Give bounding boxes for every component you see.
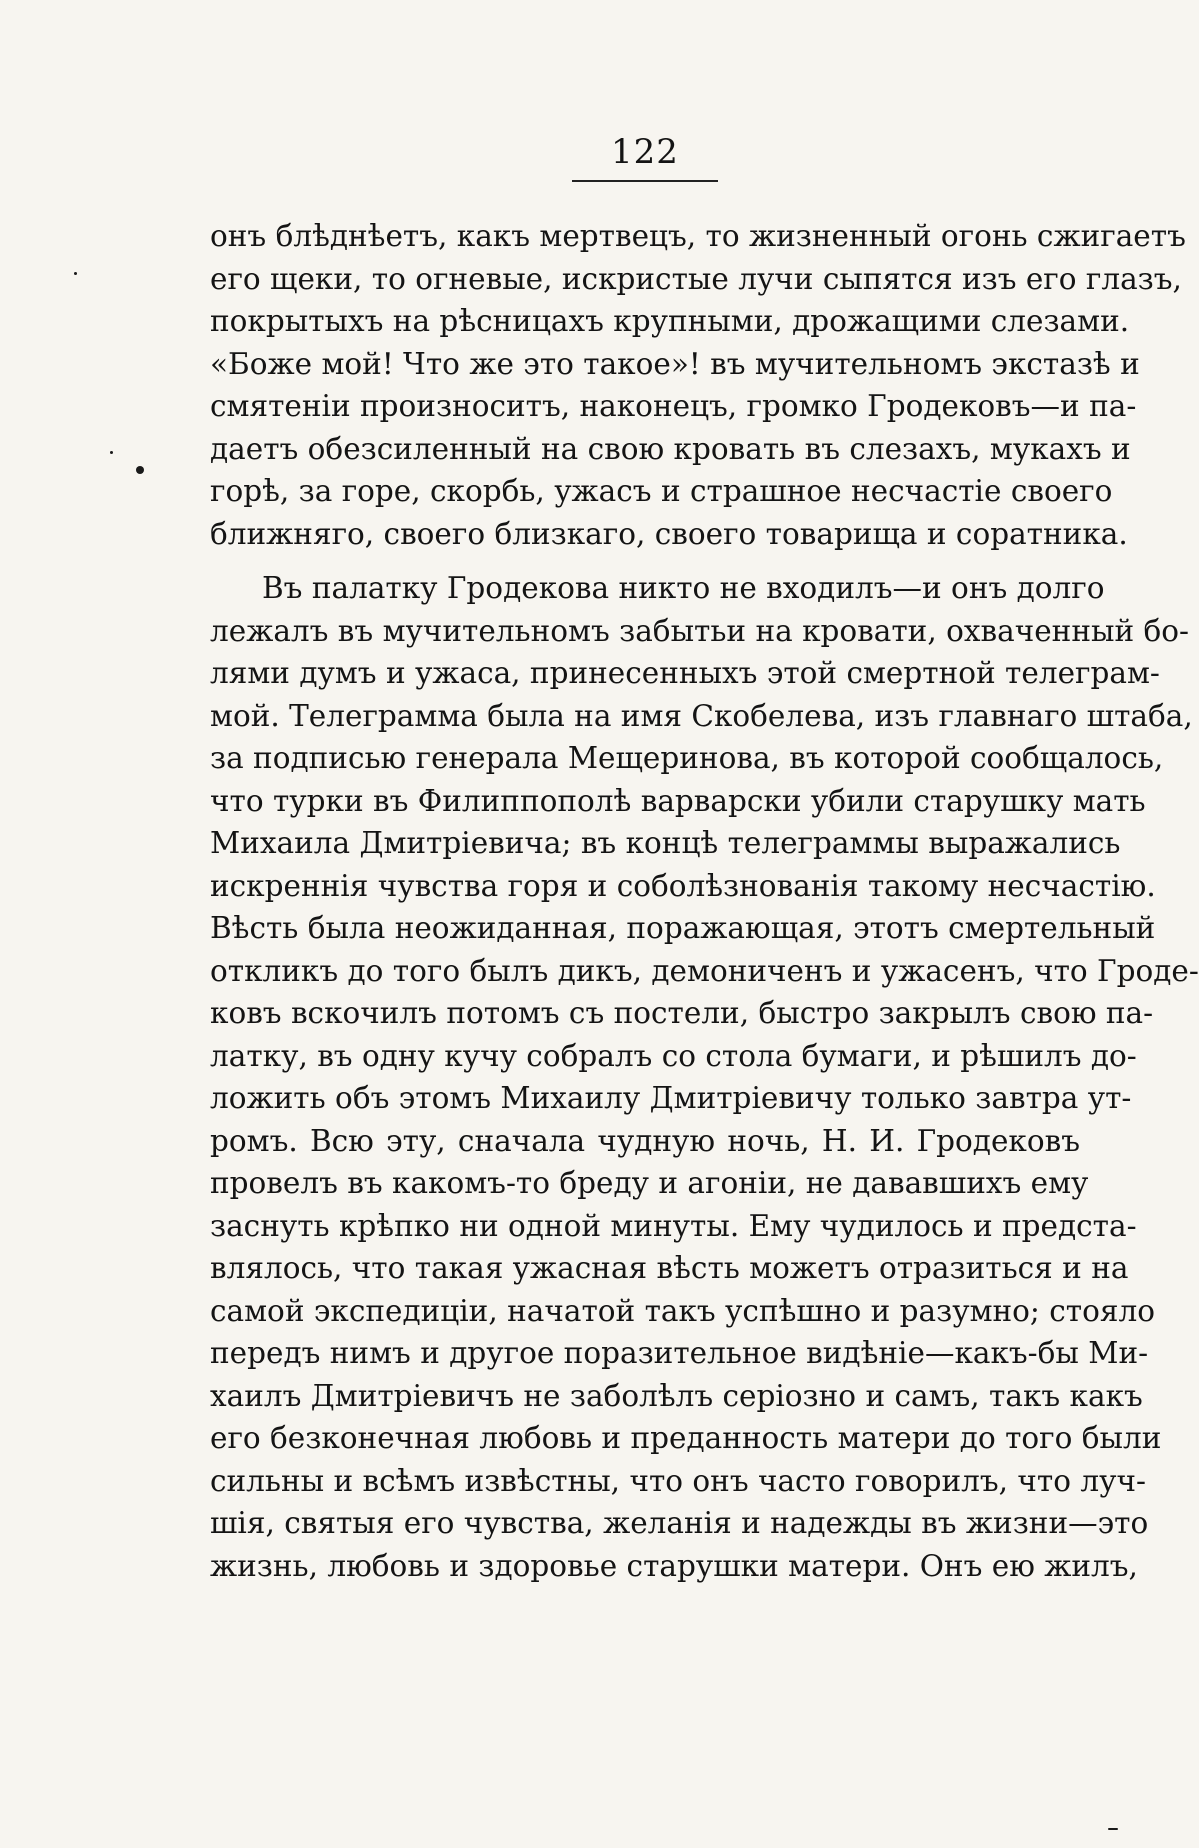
text-line: передъ нимъ и другое поразительное видѣніе—какъ-бы Ми-: [210, 1336, 1149, 1370]
text-line: лями думъ и ужаса, принесенныхъ этой смертной телеграм-: [210, 656, 1160, 690]
margin-speck: [74, 272, 77, 275]
text-line: откликъ до того былъ дикъ, демониченъ и ужасенъ, что Гроде-: [210, 953, 1199, 988]
paragraph-1: [210, 215, 1186, 555]
text-line: Въ палатку Гродекова никто не входилъ—и онъ долго: [262, 571, 1105, 605]
text-line: жизнь, любовь и здоровье старушки матери. Онъ ею жилъ,: [210, 1548, 1138, 1583]
text-line: его безконечная любовь и преданность матери до того были: [210, 1421, 1162, 1455]
text-line: латку, въ одну кучу собралъ со стола бумаги, и рѣшилъ до-: [210, 1038, 1137, 1073]
margin-speck: [136, 466, 144, 474]
header-rule: [572, 180, 718, 182]
paragraph-gap: [210, 555, 1080, 567]
text-line: онъ блѣднѣетъ, какъ мертвецъ, то жизненный огонь сжигаетъ: [210, 219, 1186, 253]
text-line: «Боже мой! Что же это такое»! въ мучительномъ экстазѣ и: [210, 346, 1140, 381]
page-number: 122: [611, 132, 679, 172]
text-line: влялось, что такая ужасная вѣсть можетъ отразиться и на: [210, 1251, 1129, 1285]
text-line: Вѣсть была неожиданная, поражающая, этотъ смертельный: [210, 911, 1156, 945]
text-line: ромъ. Всю эту, сначала чудную ночь, Н. И. Гродековъ: [210, 1123, 1080, 1158]
text-line: за подписью генерала Мещеринова, въ которой сообщалось,: [210, 741, 1164, 775]
text-line: самой экспедиціи, начатой такъ успѣшно и разумно; стояло: [210, 1293, 1155, 1328]
text-line: покрытыхъ на рѣсницахъ крупными, дрожащими слезами.: [210, 304, 1130, 338]
text-line: что турки въ Филиппополѣ варварски убили старушку мать: [210, 783, 1146, 818]
text-line: шія, святыя его чувства, желанія и надежды въ жизни—это: [210, 1506, 1149, 1540]
text-line: смятеніи произноситъ, наконецъ, громко Гродековъ—и па-: [210, 389, 1137, 423]
paragraph-2: [210, 567, 1199, 1587]
text-line: его щеки, то огневые, искристые лучи сыпятся изъ его глазъ,: [210, 261, 1182, 296]
text-line: сильны и всѣмъ извѣстны, что онъ часто говорилъ, что луч-: [210, 1463, 1146, 1498]
text-line: хаилъ Дмитріевичъ не заболѣлъ серіозно и самъ, такъ какъ: [210, 1378, 1143, 1413]
text-block: [210, 215, 1199, 1587]
text-line: искреннія чувства горя и соболѣзнованія такому несчастію.: [210, 868, 1156, 903]
text-line: ложить объ этомъ Михаилу Дмитріевичу только завтра ут-: [210, 1081, 1132, 1115]
text-line: заснуть крѣпко ни одной минуты. Ему чудилось и предста-: [210, 1208, 1137, 1243]
margin-speck: [1108, 1828, 1118, 1830]
text-line: лежалъ въ мучительномъ забытьи на кровати, охваченный бо-: [210, 613, 1189, 648]
text-line: Михаила Дмитріевича; въ концѣ телеграммы выражались: [210, 826, 1121, 860]
text-line: мой. Телеграмма была на имя Скобелева, изъ главнаго штаба,: [210, 698, 1193, 733]
text-line: ближняго, своего близкаго, своего товарища и соратника.: [210, 516, 1128, 551]
text-line: горѣ, за горе, скорбь, ужасъ и страшное несчастіе своего: [210, 474, 1113, 508]
text-line: провелъ въ какомъ-то бреду и агоніи, не дававшихъ ему: [210, 1166, 1089, 1200]
margin-speck: [110, 451, 113, 454]
text-line: даетъ обезсиленный на свою кровать въ слезахъ, мукахъ и: [210, 431, 1131, 466]
text-line: ковъ вскочилъ потомъ съ постели, быстро закрылъ свою па-: [210, 996, 1154, 1030]
